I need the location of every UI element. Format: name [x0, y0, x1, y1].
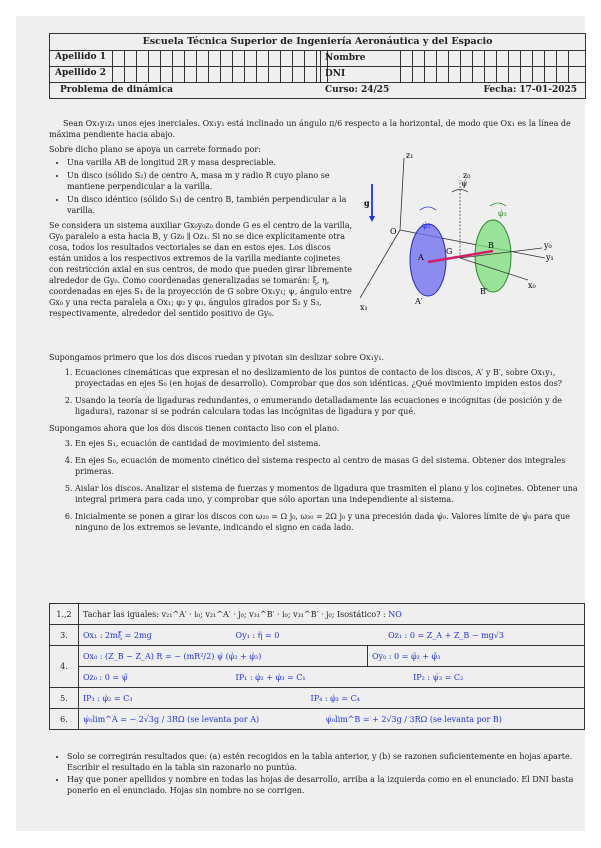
answer-ip1: IP₁ : φ̇₂ + φ̇₃ = C₁ [235, 672, 306, 682]
phi3-arc [490, 203, 506, 206]
list-item: • Un disco (sólido S₂) de centro A, masa m y radio R cuyo plano se mantiene perpendicular a la varilla. [67, 170, 354, 192]
answer-limit-a: ψ̇₀lim^A = − 2√3g / 3RΩ (se levanta por A) [83, 714, 260, 724]
apellido2-label: Apellido 2 [55, 68, 106, 78]
dni-boxes[interactable] [400, 67, 580, 82]
table-cell [79, 709, 585, 730]
table-row [50, 646, 585, 667]
exam-header [49, 33, 586, 99]
x1-axis [360, 230, 400, 298]
gravity-arrowhead [369, 216, 375, 222]
g-label: g [364, 198, 370, 208]
table-row [50, 667, 585, 688]
disc-b [475, 220, 511, 292]
answer-ox1: Ox₁ : 2mξ̈ = 2mg [83, 630, 152, 640]
b-label: B [488, 241, 494, 250]
list-item: • Solo se corregirán resultados que: (a) estén recogidos en la tabla anterior, y (b) se razonen suficientemente en hojas aparte. Escribir el resultado en la tabla sin razonarlo no puntúa. [67, 752, 585, 773]
answer-ip4: IP₄ : φ̇₃ = C₄ [310, 693, 361, 703]
component-list [49, 157, 354, 216]
answer-oz1: Oz₁ : 0 = Z_A + Z_B − mg√3 [388, 630, 504, 640]
date-label: Fecha: 17-01-2025 [483, 85, 577, 95]
rolling-statement: Supongamos primero que los dos discos ruedan y pivotan sin deslizar sobre Ox₁y₁. [49, 353, 385, 362]
z1-label: z₁ [406, 151, 414, 160]
x0-label: x₀ [528, 281, 536, 290]
list-item: • Una varilla AB de longitud 2R y masa despreciable. [67, 157, 354, 168]
question-item: 6. Inicialmente se ponen a girar los discos con ω₂₀ = Ω j₀, ω₃₀ = 2Ω j₀ y una precesión dada ψ̇₀. Valores límite de ψ̇₀ para que ninguno de los extremos se levante, indicando el signo en cada lado. [75, 511, 585, 533]
question-item: 5. Aislar los discos. Analizar el sistema de fuerzas y momentos de ligadura que trasmiten el plano y los cojinetes. Obtener una integral primera para cada uno, y comprobar que sólo aportan una independiente al sistema. [75, 483, 585, 505]
list-item: • Un disco idéntico (sólido S₃) de centro B, también perpendicular a la varilla. [67, 194, 354, 216]
question-1-2-text: Tachar las iguales: v₂₁^A′ · i₀; v₂₁^A′ · j₀; v₃₁^B′ · i₀; v₃₁^B′ · j₀; Isostático? : [83, 609, 386, 619]
answer-oy0: Oy₀ : 0 = φ̈₂ + φ̈₃ [372, 651, 441, 661]
table-row [50, 709, 585, 730]
apellido1-row [50, 51, 585, 67]
table-cell [79, 667, 585, 688]
problem-title: Problema de dinámica [60, 85, 173, 95]
apellido2-row [50, 67, 585, 83]
phi2-label: φ̇₂ [422, 221, 431, 230]
school-title: Escuela Técnica Superior de Ingeniería Aeronáutica y del Espacio [50, 34, 585, 51]
problem-row [50, 83, 585, 98]
psi-label: ψ̇ [461, 179, 468, 188]
question-item: 2. Usando la teoría de ligaduras redundantes, o enumerando detalladamente las ecuaciones e incógnitas (de posición y de ligadura), razonar si se podrán calculara todas las incógnitas de ligadura y por qué. [75, 395, 585, 417]
answer-ip2: IP₂ : ψ̇₃ = C₂ [413, 672, 464, 682]
phi3-label: φ̇₃ [498, 209, 507, 218]
b-prime-label: B′ [480, 287, 488, 296]
apellido2-boxes[interactable] [112, 67, 328, 82]
y0-label: y₀ [544, 241, 552, 250]
apellido1-label: Apellido 1 [55, 52, 106, 62]
table-cell [79, 604, 585, 625]
table-row [50, 604, 585, 625]
z1-axis [400, 158, 404, 230]
footer-notes [49, 752, 585, 798]
row-number: 3. [50, 625, 79, 646]
intro-paragraph-3: Se considera un sistema auxiliar Gx₀y₀z₀ donde G es el centro de la varilla, Gy₀ paralelo a esta hacia B, y Gz₀ ∥ Oz₁. Si no se dice explícitamente otra cosa, todos los resultados vectoriales se dan en estos ejes. Los discos están unidos a los respectivos extremos de la varilla mediante cojinetes con restricción axial en sus centros, de modo que pueden girar libremente alrededor de Gy₀. Como coordenadas generalizadas se tomarán: ξ, η, coordenadas en ejes S₁ de la proyección de G sobre Ox₁y₁; ψ, ángulo entre Gx₀ y una recta paralela a Ox₁; φ₂ y φ₃, ángulos girados por S₂ y S₃, respectivamente, alrededor del sentido positivo de Gy₀. [49, 221, 353, 318]
question-item: 3. En ejes S₁, ecuación de cantidad de movimiento del sistema. [75, 438, 585, 449]
answer-oy1: Oy₁ : η̈ = 0 [235, 630, 280, 640]
questions-list-1 [49, 367, 585, 417]
a-prime-label: A′ [415, 297, 423, 306]
smooth-statement: Supongamos ahora que los dos discos tienen contacto liso con el plano. [49, 424, 340, 433]
questions-list-2 [49, 438, 585, 533]
row-number: 5. [50, 688, 79, 709]
row-number: 1.,2 [50, 604, 79, 625]
x1-label: x₁ [360, 303, 368, 312]
nombre-label: Nombre [320, 51, 366, 66]
o-label: O [390, 227, 397, 236]
z0-label: z₀ [463, 171, 471, 180]
intro-paragraph-2: Sobre dicho plano se apoya un carrete formado por: [49, 145, 261, 154]
nombre-boxes[interactable] [400, 51, 580, 66]
question-item: 4. En ejes S₀, ecuación de momento cinético del sistema respecto al centro de masas G del sistema. Obtener dos integrales primeras. [75, 455, 585, 477]
phi2-arc [420, 207, 436, 210]
footer-list [49, 752, 585, 796]
table-cell [79, 625, 585, 646]
section-rolling [49, 352, 585, 539]
table-cell [368, 646, 585, 667]
list-item: • Hay que poner apellidos y nombre en todas las hojas de desarrollo, arriba a la izquierda como en el enunciado. El DNI basta ponerlo en el enunciado. Hojas sin nombre no se corrigen. [67, 775, 585, 796]
dni-label: DNI [320, 67, 345, 82]
row-number: 6. [50, 709, 79, 730]
a-label: A [418, 253, 424, 262]
g-point-label: G [446, 247, 453, 256]
answer-ox0: Ox₀ : (Z_B − Z_A) R = − (mR²/2) ψ̇ (φ̇₂ + φ̇₃) [83, 651, 262, 661]
table-cell [79, 688, 585, 709]
answer-oz0: Oz₀ : 0 = ψ̈ [83, 672, 128, 682]
y1-label: y₁ [546, 253, 554, 262]
course-label: Curso: 24/25 [325, 85, 390, 95]
table-cell [79, 646, 368, 667]
answer-ip3: IP₃ : φ̇₂ = C₃ [83, 693, 133, 703]
apellido1-boxes[interactable] [112, 51, 328, 66]
answer-limit-b: ψ̇₀lim^B = + 2√3g / 3RΩ (se levanta por B) [325, 714, 502, 724]
table-row [50, 625, 585, 646]
row-number: 4. [50, 646, 79, 688]
question-item: 1. Ecuaciones cinemáticas que expresan el no deslizamiento de los puntos de contacto de los discos, A′ y B′, sobre Ox₁y₁, proyectadas en ejes S₀ (en hojas de desarrollo). Comprobar que dos son idénticas. ¿Qué movimiento impiden estos dos? [75, 367, 585, 389]
intro-paragraph-1: Sean Ox₁y₁z₁ unos ejes inerciales. Ox₁y₁ está inclinado un ángulo π/6 respecto a la horizontal, de modo que Ox₁ es la línea de máxima pendiente hacia abajo. [49, 119, 571, 139]
isostatic-answer[interactable]: NO [388, 609, 402, 619]
spool-diagram [360, 148, 560, 318]
table-row [50, 688, 585, 709]
results-table [49, 603, 585, 730]
intro-left-column [49, 144, 354, 319]
